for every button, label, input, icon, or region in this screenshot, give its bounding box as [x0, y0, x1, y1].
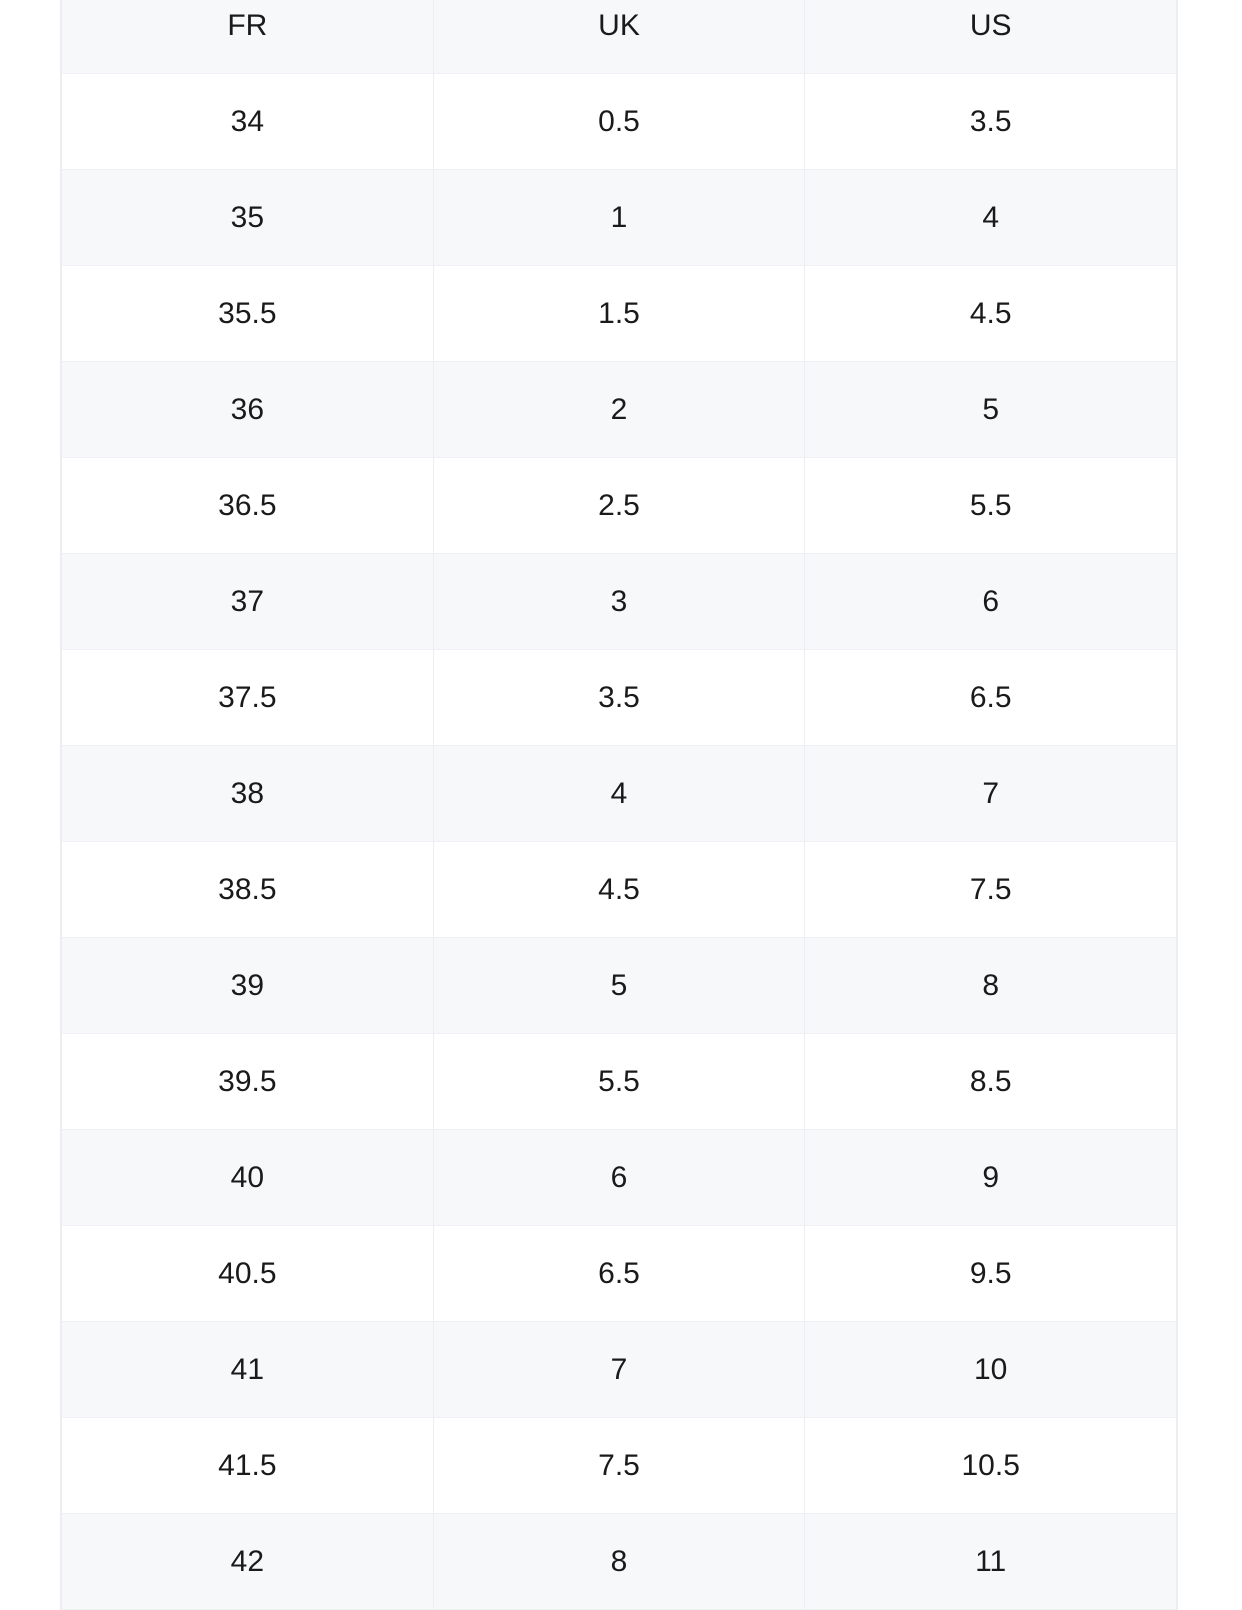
cell-fr: 40 [62, 1130, 434, 1225]
cell-us: 6 [982, 584, 1000, 618]
cell-us: 3.5 [969, 104, 1012, 138]
cell-fr: 35.5 [62, 266, 434, 361]
table-row [62, 1514, 1176, 1610]
cell-fr: 37.5 [62, 650, 434, 745]
header-us: US [969, 8, 1012, 42]
table-row [62, 266, 1176, 362]
cell-us: 11 [975, 1544, 1007, 1578]
cell-us: 10.5 [961, 1448, 1020, 1482]
cell-uk: 3.5 [434, 650, 806, 745]
cell-uk: 0.5 [434, 74, 806, 169]
cell-fr: 34 [62, 74, 434, 169]
cell-us: 4.5 [969, 296, 1012, 330]
size-conversion-table [60, 0, 1178, 1610]
cell-us: 7 [982, 776, 1000, 810]
cell-uk: 6.5 [434, 1226, 806, 1321]
cell-uk: 5.5 [434, 1034, 806, 1129]
cell-fr: 38.5 [62, 842, 434, 937]
header-fr: FR [62, 0, 434, 73]
cell-uk: 6 [434, 1130, 806, 1225]
cell-us: 8 [982, 968, 1000, 1002]
table-body [62, 74, 1176, 1610]
cell-us: 5.5 [969, 488, 1012, 522]
cell-uk: 7 [434, 1322, 806, 1417]
table-row [62, 362, 1176, 458]
header-uk: UK [434, 0, 806, 73]
table-row [62, 74, 1176, 170]
table-row [62, 458, 1176, 554]
table-row [62, 746, 1176, 842]
cell-fr: 36 [62, 362, 434, 457]
cell-fr: 39 [62, 938, 434, 1033]
cell-fr: 41.5 [62, 1418, 434, 1513]
cell-us: 10 [973, 1352, 1008, 1386]
cell-fr: 35 [62, 170, 434, 265]
table-row [62, 1322, 1176, 1418]
cell-uk: 1 [434, 170, 806, 265]
cell-fr: 37 [62, 554, 434, 649]
table-row [62, 650, 1176, 746]
cell-uk: 4 [434, 746, 806, 841]
table-row [62, 1034, 1176, 1130]
cell-uk: 3 [434, 554, 806, 649]
cell-uk: 1.5 [434, 266, 806, 361]
table-row [62, 842, 1176, 938]
cell-uk: 8 [434, 1514, 806, 1609]
cell-uk: 4.5 [434, 842, 806, 937]
cell-us: 9.5 [969, 1256, 1012, 1290]
cell-us: 9 [982, 1160, 1000, 1194]
cell-us: 8.5 [969, 1064, 1012, 1098]
cell-uk: 2.5 [434, 458, 806, 553]
cell-fr: 42 [62, 1514, 434, 1609]
cell-uk: 5 [434, 938, 806, 1033]
cell-fr: 36.5 [62, 458, 434, 553]
cell-fr: 40.5 [62, 1226, 434, 1321]
cell-us: 6.5 [969, 680, 1012, 714]
cell-us: 5 [982, 392, 1000, 426]
cell-uk: 2 [434, 362, 806, 457]
cell-uk: 7.5 [434, 1418, 806, 1513]
cell-fr: 39.5 [62, 1034, 434, 1129]
cell-us: 4 [982, 200, 1000, 234]
cell-fr: 41 [62, 1322, 434, 1417]
table-header-row [62, 0, 1176, 74]
table-row [62, 170, 1176, 266]
cell-fr: 38 [62, 746, 434, 841]
table-row [62, 1226, 1176, 1322]
table-row [62, 938, 1176, 1034]
table-row [62, 554, 1176, 650]
table-row [62, 1418, 1176, 1514]
table-row [62, 1130, 1176, 1226]
cell-us: 7.5 [969, 872, 1012, 906]
